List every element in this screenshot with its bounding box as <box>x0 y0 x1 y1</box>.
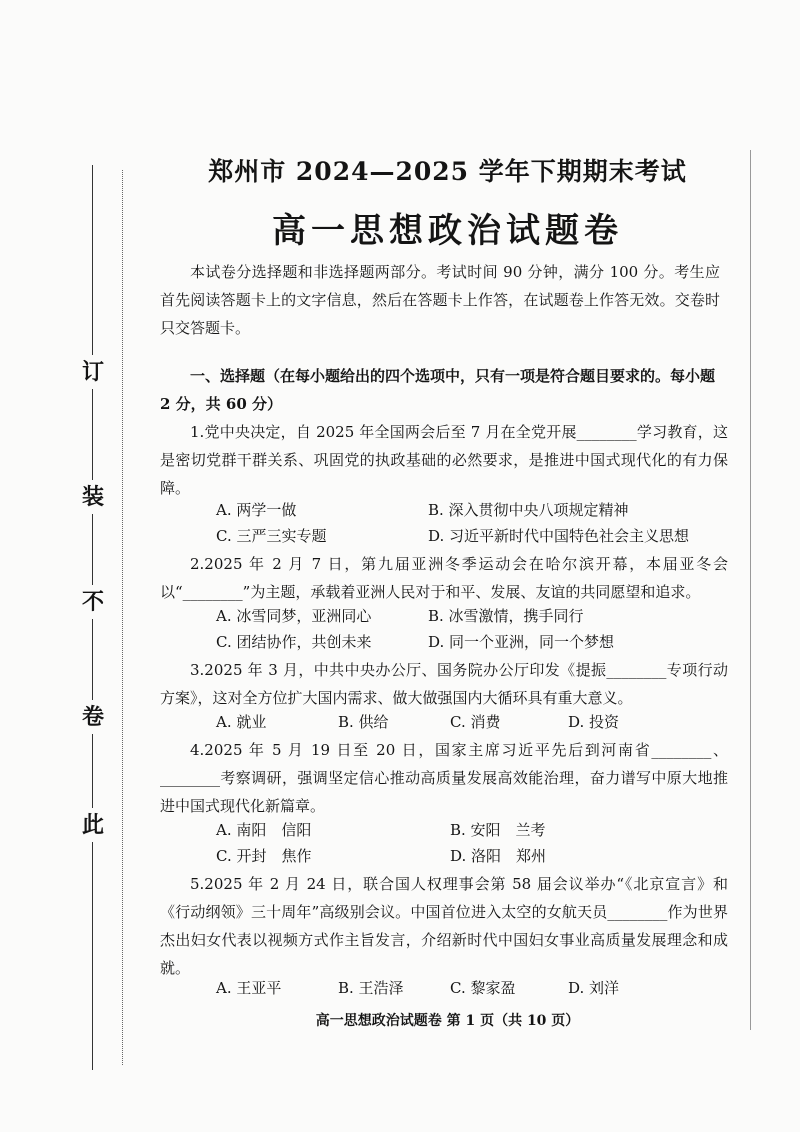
question-3-option-c: C. 消费 <box>450 713 501 731</box>
binding-char-3: 不 <box>80 585 106 619</box>
question-2-option-b: B. 冰雪激情，携手同行 <box>428 607 584 625</box>
instructions: 本试卷分选择题和非选择题两部分。考试时间 90 分钟，满分 100 分。考生应首先阅读答题卡上的文字信息，然后在答题卡上作答，在试题卷上作答无效。交卷时只交答题卡。 <box>160 263 720 337</box>
section-heading: 一、选择题（在每小题给出的四个选项中，只有一项是符合题目要求的。每小题 2 分，共 60 分） <box>160 367 716 413</box>
question-4-option-d: D. 洛阳 郑州 <box>450 847 547 865</box>
question-1-option-b: B. 深入贯彻中央八项规定精神 <box>428 501 629 519</box>
question-2-option-c: C. 团结协作，共创未来 <box>216 633 372 651</box>
question-2-option-d: D. 同一个亚洲，同一个梦想 <box>428 633 615 651</box>
question-1-option-a: A. 两学一做 <box>216 501 297 519</box>
binding-char-5: 此 <box>80 808 106 842</box>
binding-char-4: 卷 <box>80 700 106 734</box>
question-5-option-a: A. 王亚平 <box>216 979 282 997</box>
binding-char-2: 装 <box>80 480 106 514</box>
question-2-stem: 2.2025 年 2 月 7 日，第九届亚洲冬季运动会在哈尔滨开幕，本届亚冬会以“________”为主题，承载着亚洲人民对于和平、发展、友谊的共同愿望和追求。 <box>160 555 728 601</box>
binding-line-dotted <box>122 170 123 1065</box>
question-5-option-c: C. 黎家盈 <box>450 979 516 997</box>
question-4-option-b: B. 安阳 兰考 <box>450 821 546 839</box>
question-1-stem: 1.党中央决定，自 2025 年全国两会后至 7 月在全党开展________学习教育，这是密切党群干群关系、巩固党的执政基础的必然要求，是推进中国式现代化的有力保障。 <box>160 423 728 497</box>
question-4-option-a: A. 南阳 信阳 <box>216 821 312 839</box>
question-5-option-d: D. 刘洋 <box>568 979 620 997</box>
page-footer: 高一思想政治试题卷 第 1 页（共 10 页） <box>315 1013 580 1029</box>
question-3-option-d: D. 投资 <box>568 713 620 731</box>
question-3-option-a: A. 就业 <box>216 713 267 731</box>
binding-char-1: 订 <box>80 355 106 389</box>
question-4-option-c: C. 开封 焦作 <box>216 847 312 865</box>
exam-title: 郑州市 2024—2025 学年下期期末考试 <box>208 157 687 186</box>
question-4-stem: 4.2025 年 5 月 19 日至 20 日，国家主席习近平先后到河南省________、________考察调研，强调坚定信心推动高质量发展高效能治理，奋力谱写中原大地推进中国式现代化新篇章。 <box>160 741 728 815</box>
question-5-stem: 5.2025 年 2 月 24 日，联合国人权理事会第 58 届会议举办“《北京宣言》和《行动纲领》三十周年”高级别会议。中国首位进入太空的女航天员________作为世界杰出妇女代表以视频方式作主旨发言，介绍新时代中国妇女事业高质量发展理念和成就。 <box>160 875 728 977</box>
paper-title: 高一思想政治试题卷 <box>272 211 623 251</box>
question-3-option-b: B. 供给 <box>338 713 389 731</box>
page-edge-line <box>750 150 751 1030</box>
question-1-option-d: D. 习近平新时代中国特色社会主义思想 <box>428 527 690 545</box>
question-5-option-b: B. 王浩泽 <box>338 979 404 997</box>
question-1-option-c: C. 三严三实专题 <box>216 527 327 545</box>
question-3-stem: 3.2025 年 3 月，中共中央办公厅、国务院办公厅印发《提振________专项行动方案》，这对全方位扩大国内需求、做大做强国内大循环具有重大意义。 <box>160 661 728 707</box>
question-2-option-a: A. 冰雪同梦，亚洲同心 <box>216 607 372 625</box>
